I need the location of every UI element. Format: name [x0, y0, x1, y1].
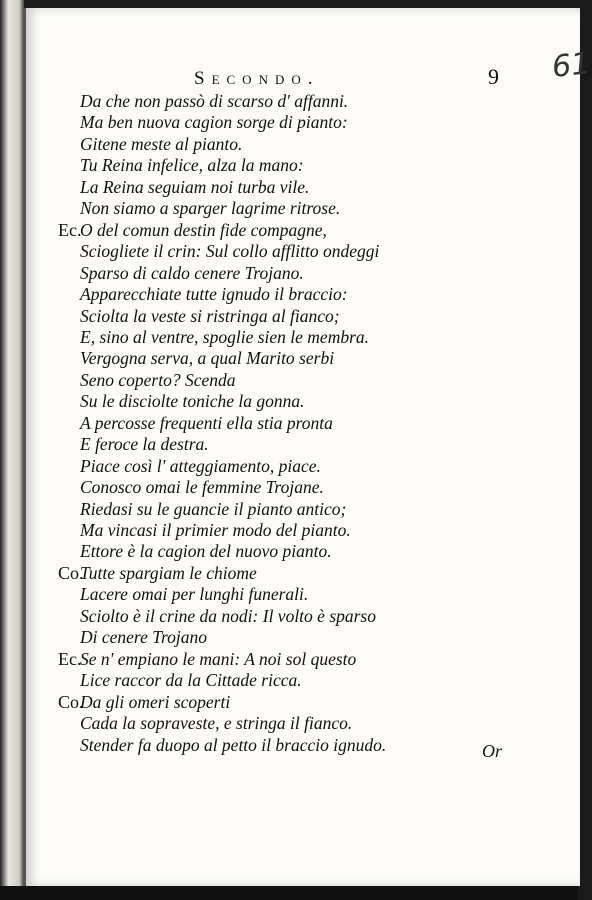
verse-text: Ma vincasi il primier modo del pianto.	[80, 520, 351, 540]
verse-text: Riedasi su le guancie il pianto antico;	[80, 498, 347, 519]
book-page	[24, 8, 592, 886]
verse-text: A percosse frequenti ella stia pronta	[80, 412, 333, 433]
verse-text: Piace così l' atteggiamento, piace.	[80, 455, 321, 476]
verse-text: Non siamo a sparger lagrime ritrose.	[80, 198, 341, 219]
verse-text: Da gli omeri scoperti	[80, 691, 231, 712]
speaker-label: Ec.	[58, 648, 82, 669]
handwritten-folio-number: 61	[550, 46, 592, 85]
verse-text: Se n' empiano le mani: A noi sol questo	[80, 648, 357, 669]
verse-text: Stender fa duopo al petto il braccio ignudo.	[80, 734, 387, 755]
verse-text: E feroce la destra.	[80, 434, 209, 455]
verse-text: Sciogliete il crin: Sul collo afflitto ondeggi	[80, 241, 380, 262]
verse-text: Tu Reina infelice, alza la mano:	[80, 155, 304, 176]
verse-text: E, sino al ventre, spoglie sien le membra.	[80, 326, 370, 347]
speaker-label: Co.	[58, 691, 84, 712]
speaker-label: Co.	[58, 562, 84, 583]
verse-text: Lice raccor da la Cittade ricca.	[80, 670, 302, 691]
verse-text: Lacere omai per lunghi funerali.	[80, 584, 309, 605]
speaker-label: Ec.	[58, 219, 82, 240]
verse-text: Sciolto è il crine da nodi: Il volto è sparso	[80, 605, 376, 626]
verse-text: O del comun destin fide compagne,	[80, 219, 327, 240]
verse-text: Seno coperto? Scenda	[80, 369, 236, 390]
verse-text: La Reina seguiam noi turba vile.	[80, 176, 310, 197]
running-head: Secondo.	[194, 68, 320, 89]
verse-text: Sparso di caldo cenere Trojano.	[80, 262, 304, 283]
verse-text: Tutte spargiam le chiome	[80, 562, 257, 583]
bottom-page-edge	[0, 886, 578, 900]
verse-text: Ma ben nuova cagion sorge di pianto:	[80, 112, 348, 133]
left-page-edge	[0, 0, 24, 900]
verse-text: Vergogna serva, a qual Marito serbi	[80, 348, 335, 369]
verse-text: Sciolta la veste si ristringa al fianco;	[80, 305, 340, 326]
verse-text: Apparecchiate tutte ignudo il braccio:	[80, 284, 348, 305]
page-number: 9	[488, 64, 499, 89]
catchword: Or	[482, 741, 503, 761]
verse-text: Cada la sopraveste, e stringa il fianco.	[80, 713, 353, 734]
verse-text: Conosco omai le femmine Trojane.	[80, 477, 324, 498]
verse-text: Di cenere Trojano	[80, 627, 208, 648]
verse-text: Su le disciolte toniche la gonna.	[80, 391, 305, 412]
verse-text: Ettore è la cagion del nuovo pianto.	[80, 541, 332, 562]
verse-text: Gitene meste al pianto.	[80, 133, 243, 154]
verse-text: Da che non passò di scarso d' affanni.	[80, 91, 349, 111]
